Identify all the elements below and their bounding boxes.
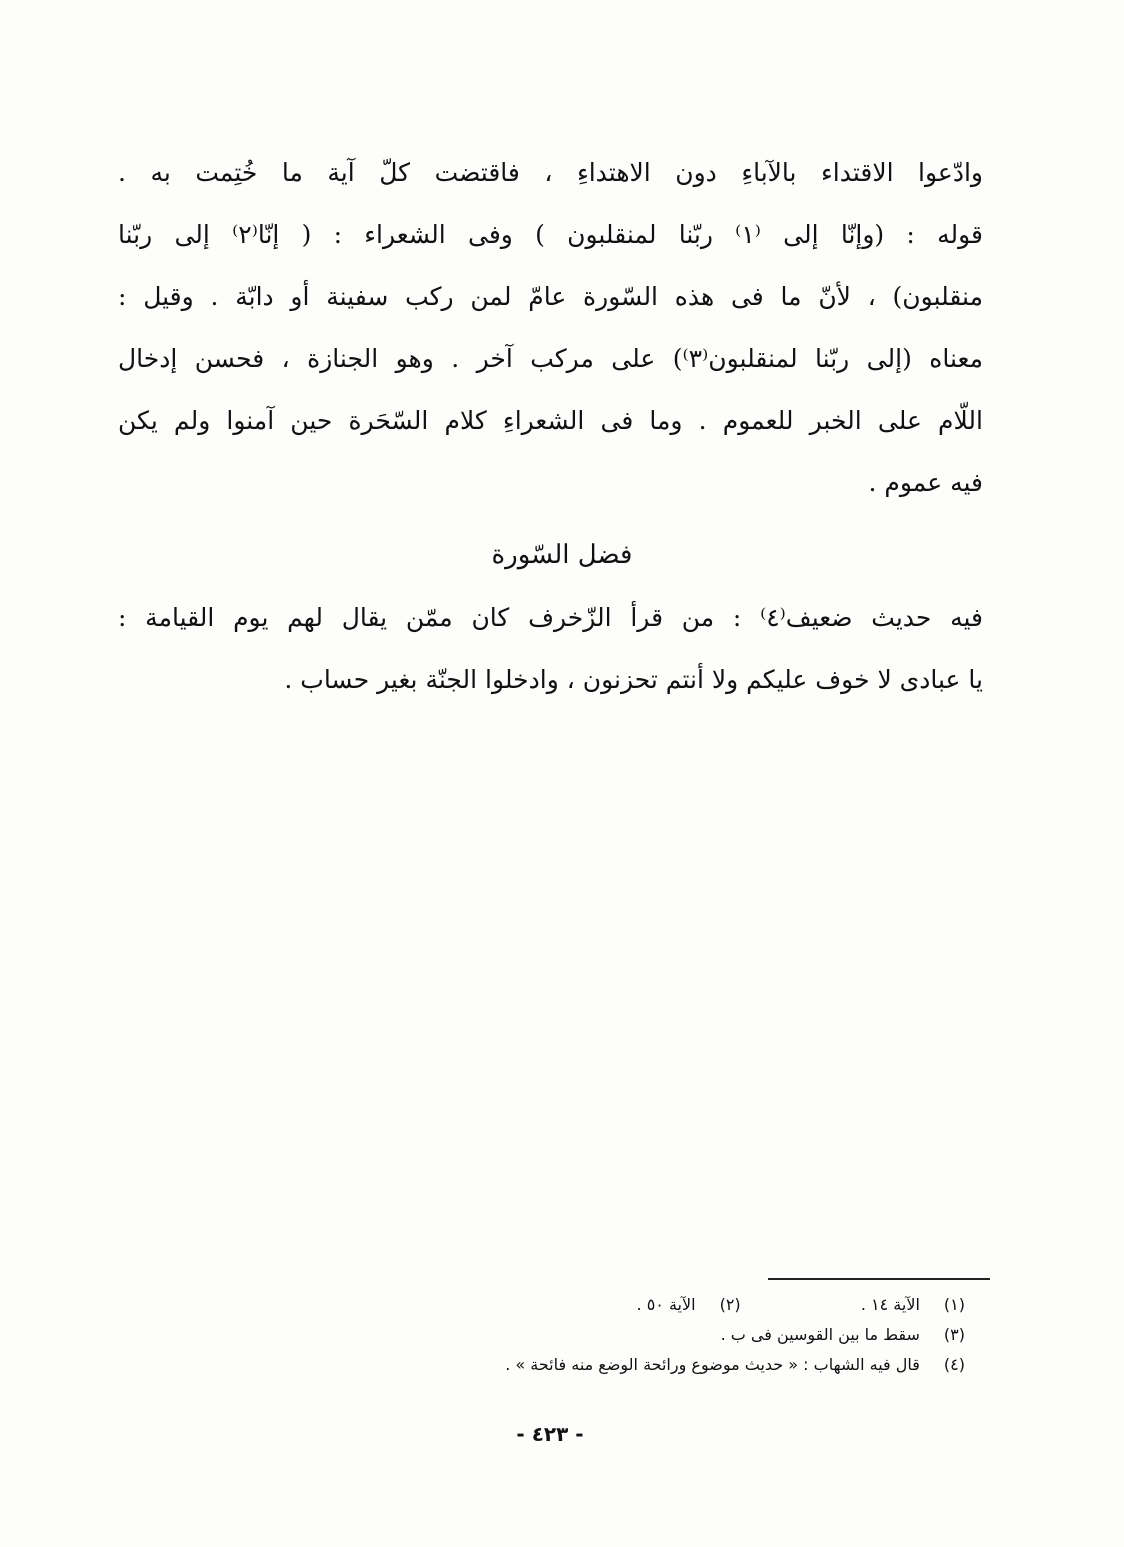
body-paragraph bbox=[118, 160, 983, 500]
footnote-text: قال فيه الشهاب : « حديث موضوع ورائحة الوضع منه فائحة » . bbox=[505, 1355, 920, 1374]
page-number: - ٤٢٣ - bbox=[516, 1422, 584, 1446]
footnote-number: (١) bbox=[943, 1295, 965, 1314]
footnote-3 bbox=[721, 1325, 965, 1344]
body-line-2: قوله : (وإنّا إلى ⁽١⁾ ربّنا لمنقلبون ) وفى الشعراء : ( إنّا⁽٢⁾ إلى ربّنا bbox=[118, 220, 983, 249]
footnote-1-2 bbox=[637, 1295, 965, 1314]
section-line-1: فيه حديث ضعيف⁽٤⁾ : من قرأ الزّخرف كان ممّن يقال لهم يوم القيامة : bbox=[118, 603, 983, 632]
footnote-text: سقط ما بين القوسين فى ب . bbox=[720, 1325, 920, 1344]
body-line-3: منقلبون) ، لأنّ ما فى هذه السّورة عامّ لمن ركب سفينة أو دابّة . وقيل : bbox=[118, 282, 983, 311]
section-paragraph bbox=[118, 605, 983, 715]
footnotes bbox=[340, 1295, 965, 1395]
footnote-text: الآية ٥٠ . bbox=[636, 1295, 696, 1314]
footnote-text: الآية ١٤ . bbox=[860, 1295, 920, 1314]
footnote-number: (٢) bbox=[719, 1295, 741, 1314]
footnote-separator bbox=[768, 1278, 990, 1280]
body-line-1: وادّعوا الاقتداء بالآباءِ دون الاهتداءِ ، فاقتضت كلّ آية ما خُتِمت به . bbox=[118, 158, 983, 187]
section-heading: فضل السّورة bbox=[491, 540, 633, 570]
body-line-4: معناه (إلى ربّنا لمنقلبون⁽٣⁾) على مركب آخر . وهو الجنازة ، فحسن إدخال bbox=[118, 344, 983, 373]
footnote-number: (٣) bbox=[943, 1325, 965, 1344]
footnote-4 bbox=[505, 1355, 965, 1374]
body-line-6: فيه عموم . bbox=[868, 468, 983, 497]
body-line-5: اللّام على الخبر للعموم . وما فى الشعراءِ كلام السّحَرة حين آمنوا ولم يكن bbox=[118, 406, 983, 435]
footnote-number: (٤) bbox=[943, 1355, 965, 1374]
section-line-2: يا عبادى لا خوف عليكم ولا أنتم تحزنون ، وادخلوا الجنّة بغير حساب . bbox=[284, 665, 983, 694]
